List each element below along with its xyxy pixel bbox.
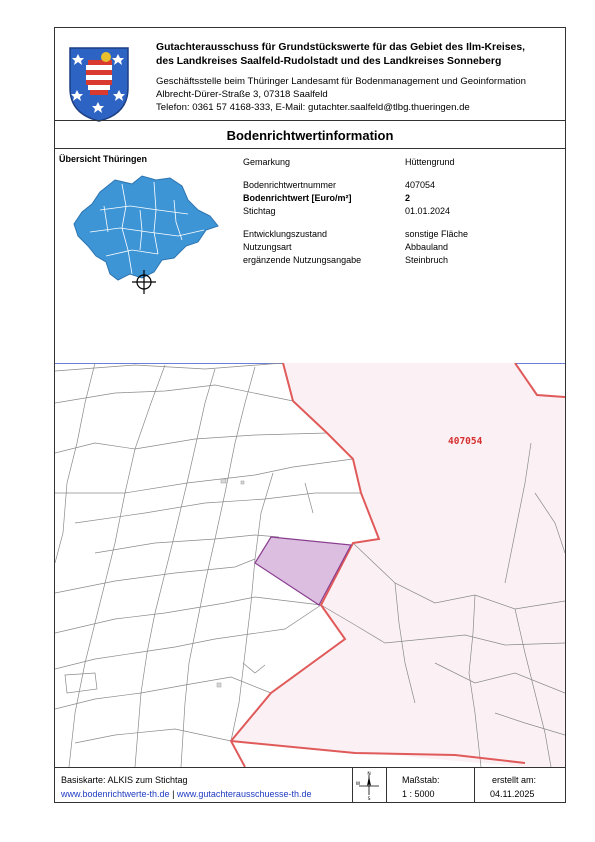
thuringia-overview-map	[70, 170, 222, 300]
compass-w: W	[356, 782, 361, 787]
created-value: 04.11.2025	[490, 789, 535, 799]
north-arrow-icon	[356, 770, 382, 800]
bodenrichtwerte-link[interactable]: www.bodenrichtwerte-th.de	[61, 789, 170, 799]
title-divider	[54, 148, 566, 149]
stichtag-label: Stichtag	[243, 206, 276, 216]
gemarkung-label: Gemarkung	[243, 157, 291, 167]
cadastral-map[interactable]	[55, 363, 565, 767]
footer-separator-2	[386, 767, 387, 803]
entwicklungszustand-value: sonstige Fläche	[405, 229, 469, 239]
footer-links	[61, 789, 311, 799]
entwicklungszustand-label: Entwicklungszustand	[243, 229, 328, 239]
footer-divider	[54, 767, 566, 768]
header-office: Geschäftsstelle beim Thüringer Landesamt für Bodenmanagement und Geoinformation	[156, 76, 526, 87]
ergaenzende-nutzungsangabe-label: ergänzende Nutzungsangabe	[243, 255, 362, 265]
footer-separator-3	[474, 767, 475, 803]
stichtag-value: 01.01.2024	[405, 206, 451, 216]
bodenrichtwertnummer-label: Bodenrichtwertnummer	[243, 180, 337, 190]
bodenrichtwert-value: 2	[405, 193, 411, 203]
header-title-line1: Gutachterausschuss für Grundstückswerte für das Gebiet des Ilm-Kreises,	[156, 42, 525, 53]
gemarkung-value: Hüttengrund	[405, 157, 455, 167]
header-title	[156, 41, 561, 69]
zone-number-label: 407054	[448, 436, 483, 447]
scale-label: Maßstab:	[402, 775, 440, 785]
created-label: erstellt am:	[492, 775, 537, 785]
compass-n: N	[367, 772, 371, 777]
basiskarte-label: Basiskarte: ALKIS zum Stichtag	[61, 775, 188, 785]
ergaenzende-nutzungsangabe-value: Steinbruch	[405, 255, 449, 265]
nutzungsart-label: Nutzungsart	[243, 242, 292, 252]
header-divider	[54, 120, 566, 121]
compass-s: S	[367, 797, 371, 800]
thuringia-coat-of-arms-logo	[68, 44, 130, 122]
nutzungsart-value: Abbauland	[405, 242, 449, 252]
scale-value: 1 : 5000	[402, 789, 435, 799]
header-title-line2: des Landkreises Saalfeld-Rudolstadt und des Landkreises Sonneberg	[156, 56, 502, 67]
link-separator: |	[169, 789, 177, 799]
footer-separator-1	[352, 767, 353, 803]
header-contact: Telefon: 0361 57 4168-333, E-Mail: gutachter.saalfeld@tlbg.thueringen.de	[156, 102, 470, 113]
overview-title: Übersicht Thüringen	[59, 154, 148, 164]
page-title: Bodenrichtwertinformation	[226, 128, 394, 143]
bodenrichtwertnummer-value: 407054	[405, 180, 436, 190]
header-address: Albrecht-Dürer-Straße 3, 07318 Saalfeld	[156, 89, 328, 100]
gutachterausschuesse-link[interactable]: www.gutachterausschuesse-th.de	[176, 789, 312, 799]
bodenrichtwert-label: Bodenrichtwert [Euro/m²]	[243, 193, 352, 203]
